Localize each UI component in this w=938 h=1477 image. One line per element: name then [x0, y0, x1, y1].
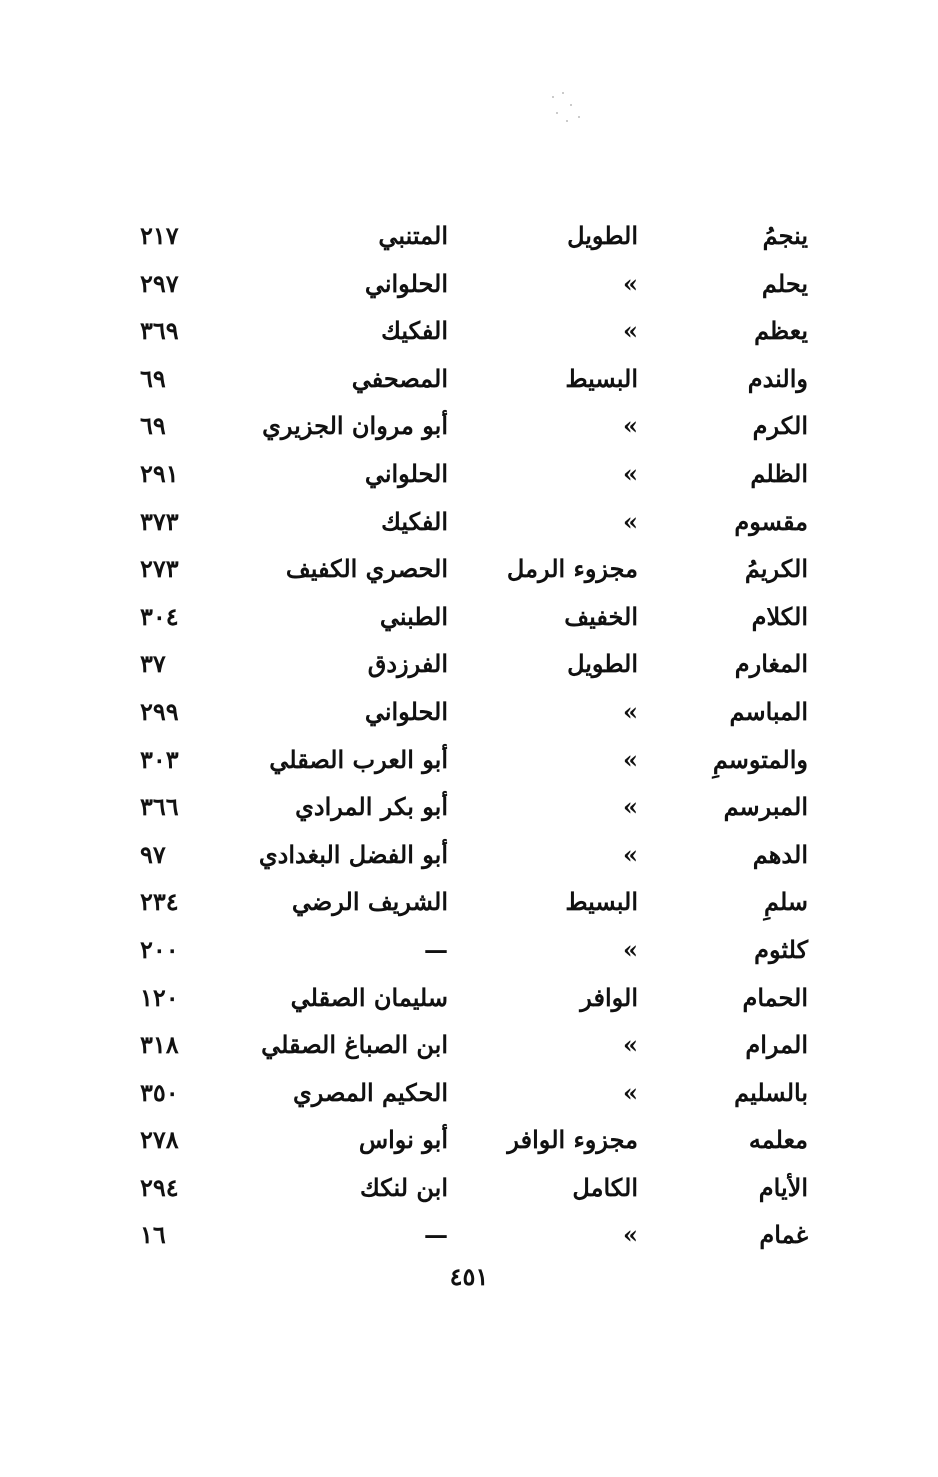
page-reference: ٣٧ — [140, 649, 166, 679]
rhyme-word: يعظم — [754, 316, 808, 346]
rhyme-word: بالسليم — [734, 1077, 808, 1107]
page-number: ٤٥١ — [449, 1262, 489, 1291]
page-reference: ٣٥٠ — [140, 1077, 179, 1107]
rhyme-word: المبرسم — [723, 792, 808, 822]
rhyme-word: المرام — [745, 1030, 808, 1060]
meter-name: » — [623, 744, 638, 774]
meter-name: مجزوء الرمل — [506, 554, 638, 584]
meter-name: مجزوء الوافر — [507, 1125, 638, 1155]
poet-name: الحصري الكفيف — [285, 554, 448, 584]
index-row — [0, 545, 938, 593]
index-row — [0, 307, 938, 355]
page-reference: ٢١٧ — [140, 221, 179, 250]
rhyme-word: الكرم — [752, 411, 808, 441]
page-reference: ٢٣٤ — [140, 887, 179, 917]
poet-name: سليمان الصقلي — [290, 982, 448, 1012]
meter-name: » — [623, 316, 638, 346]
rhyme-word: المباسم — [729, 696, 808, 726]
meter-name: البسيط — [565, 363, 638, 393]
page-reference: ٣٠٤ — [140, 601, 179, 631]
index-row — [0, 783, 938, 831]
rhyme-word: والندم — [747, 363, 808, 393]
index-row — [0, 1116, 938, 1164]
index-row — [0, 688, 938, 736]
meter-name: الطويل — [567, 649, 638, 679]
meter-name: » — [623, 1220, 638, 1250]
rhyme-word: الكريمُ — [744, 554, 808, 584]
index-row — [0, 593, 938, 641]
poet-name: الحلواني — [364, 268, 448, 298]
poet-name: — — [424, 1220, 448, 1250]
page-reference: ٢٩٧ — [140, 268, 179, 298]
page-reference: ٢٩٤ — [140, 1172, 179, 1202]
rhyme-word: سلمِ — [763, 887, 808, 917]
index-row — [0, 260, 938, 308]
poet-name: المصحفي — [351, 363, 448, 393]
poet-name: ابن لنكك — [359, 1172, 448, 1202]
poet-name: أبو بكر المرادي — [295, 792, 448, 822]
meter-name: » — [623, 411, 638, 441]
poet-name: الفكيك — [381, 316, 448, 346]
poet-name: أبو الفضل البغدادي — [258, 839, 448, 869]
poet-name: أبو نواس — [358, 1125, 448, 1155]
index-row — [0, 1021, 938, 1069]
poet-name: الفرزدق — [367, 649, 448, 679]
page-reference: ١٢٠ — [140, 982, 179, 1012]
page-reference: ٢٩١ — [140, 458, 179, 488]
index-row — [0, 1211, 938, 1259]
page-reference: ٦٩ — [140, 363, 166, 393]
rhyme-word: المغارم — [734, 649, 808, 679]
poet-name: — — [424, 934, 448, 964]
page-reference: ٢٠٠ — [140, 934, 179, 964]
index-row — [0, 926, 938, 974]
index-row — [0, 1069, 938, 1117]
meter-name: الكامل — [572, 1172, 638, 1202]
page-reference: ١٦ — [140, 1220, 166, 1250]
meter-name: » — [623, 458, 638, 488]
index-row — [0, 450, 938, 498]
page-reference: ٣٠٣ — [140, 744, 179, 774]
rhyme-word: غمام — [759, 1220, 808, 1250]
index-row — [0, 878, 938, 926]
meter-name: » — [623, 839, 638, 869]
poet-name: أبو مروان الجزيري — [262, 411, 448, 441]
page-reference: ٣٦٩ — [140, 316, 179, 346]
rhyme-word: ينجمُ — [762, 221, 808, 250]
poet-name: الفكيك — [381, 506, 448, 536]
index-row — [0, 1164, 938, 1212]
index-row — [0, 831, 938, 879]
page-reference: ٢٩٩ — [140, 696, 179, 726]
page-reference: ٣١٨ — [140, 1030, 179, 1060]
index-row — [0, 498, 938, 546]
page-reference: ٦٩ — [140, 411, 166, 441]
meter-name: » — [623, 934, 638, 964]
rhyme-word: الأيام — [758, 1172, 808, 1202]
meter-name: البسيط — [565, 887, 638, 917]
rhyme-word: مقسوم — [734, 506, 808, 536]
poet-name: ابن الصباغ الصقلي — [261, 1030, 448, 1060]
poet-name: أبو العرب الصقلي — [269, 744, 448, 774]
meter-name: » — [623, 268, 638, 298]
scan-specks — [548, 90, 588, 130]
rhyme-word: الدهم — [752, 839, 808, 869]
meter-name: الخفيف — [564, 601, 638, 631]
meter-name: » — [623, 1030, 638, 1060]
index-row — [0, 640, 938, 688]
index-row — [0, 402, 938, 450]
index-row — [0, 736, 938, 784]
meter-name: » — [623, 696, 638, 726]
index-row — [0, 355, 938, 403]
meter-name: الوافر — [580, 982, 638, 1012]
page-reference: ٢٧٣ — [140, 554, 179, 584]
rhyme-word: والمتوسمِ — [712, 744, 808, 774]
meter-name: » — [623, 792, 638, 822]
poet-name: الحكيم المصري — [293, 1077, 448, 1107]
page-reference: ٢٧٨ — [140, 1125, 179, 1155]
poet-name: الحلواني — [364, 458, 448, 488]
rhyme-word: الحمام — [742, 982, 808, 1012]
meter-name: » — [623, 1077, 638, 1107]
rhyme-word: كلثوم — [754, 934, 808, 964]
poet-name: المتنبي — [378, 221, 448, 250]
rhyme-index-table — [0, 212, 938, 1259]
poet-name: الشريف الرضي — [291, 887, 448, 917]
page-reference: ٣٧٣ — [140, 506, 179, 536]
page-reference: ٣٦٦ — [140, 792, 179, 822]
page-reference: ٩٧ — [140, 839, 166, 869]
rhyme-word: معلمه — [748, 1125, 808, 1155]
poet-name: الطبني — [379, 601, 448, 631]
rhyme-word: الكلام — [751, 601, 808, 631]
index-row — [0, 212, 938, 260]
index-row — [0, 974, 938, 1022]
rhyme-word: يحلم — [761, 268, 808, 298]
meter-name: » — [623, 506, 638, 536]
poet-name: الحلواني — [364, 696, 448, 726]
meter-name: الطويل — [567, 221, 638, 250]
rhyme-word: الظلم — [750, 458, 808, 488]
